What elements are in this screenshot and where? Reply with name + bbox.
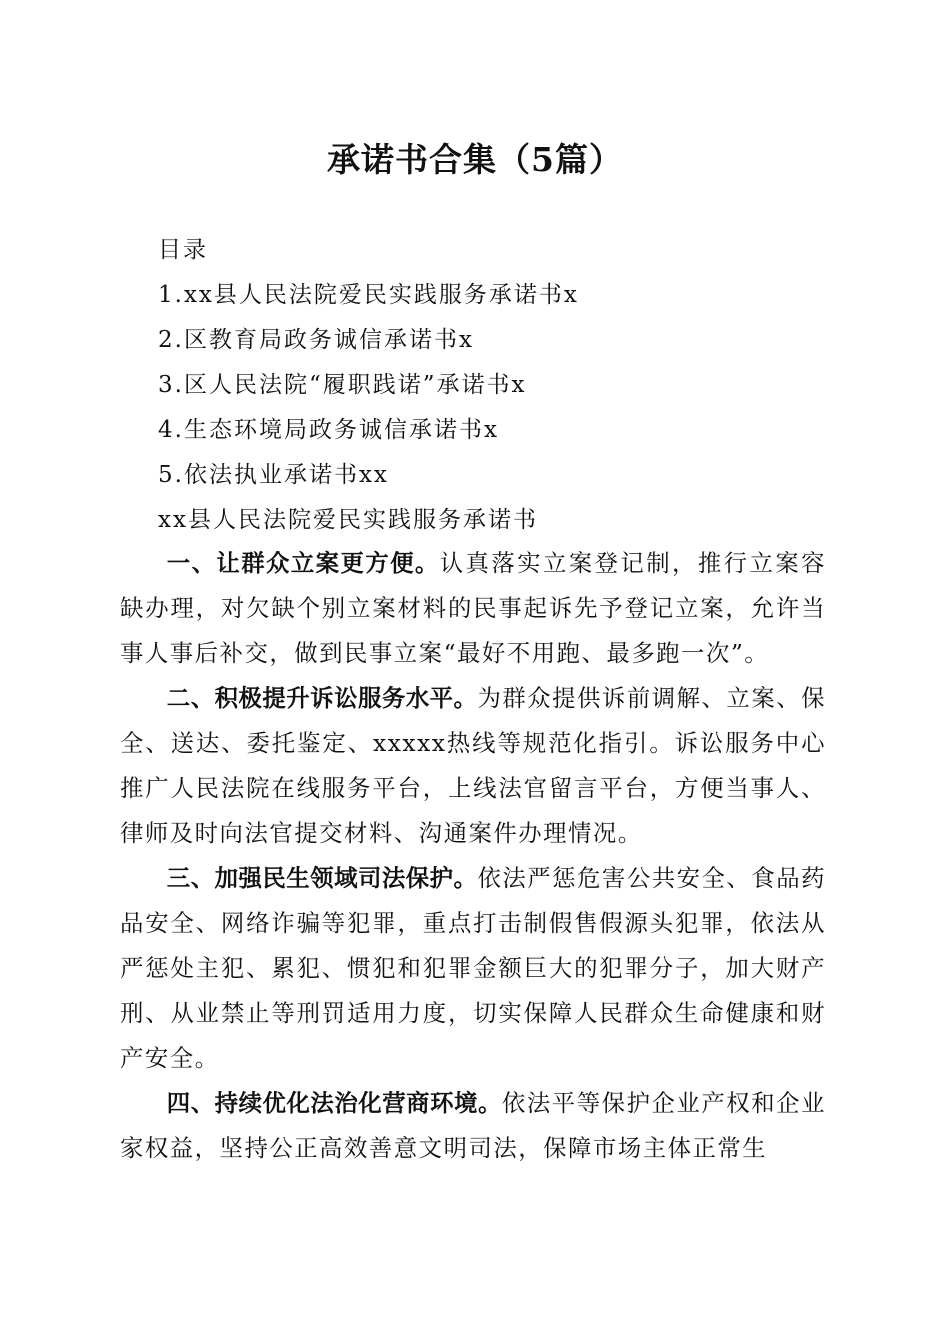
page-title: 承诺书合集（5篇） [327, 140, 623, 179]
paragraph-lead: 一、让群众立案更方便。 [166, 549, 440, 577]
toc-item-2: 2.区教育局政务诚信承诺书x [158, 327, 474, 353]
paragraph-1 [120, 541, 826, 676]
paragraph-lead: 四、持续优化法治化营商环境。 [166, 1089, 502, 1117]
paragraph-4 [120, 1081, 826, 1171]
table-of-contents [158, 228, 838, 543]
paragraph-text: 为群众提供诉前调解、立案、保全、送达、委托鉴定、xxxxx热线等规范化指引。诉讼服务中心推广人民法院在线服务平台，上线法官留言平台，方便当事人、律师及时向法官提交材料、沟通案件办理情况。 [120, 684, 826, 847]
toc-item-3: 3.区人民法院“履职践诺”承诺书x [158, 372, 527, 398]
toc-item-4: 4.生态环境局政务诚信承诺书x [158, 417, 499, 443]
paragraph-text: 认真落实立案登记制，推行立案容缺办理，对欠缺个别立案材料的民事起诉先予登记立案，允许当事人事后补交，做到民事立案“最好不用跑、最多跑一次”。 [120, 549, 826, 667]
paragraph-3 [120, 856, 826, 1081]
toc-item-1: 1.xx县人民法院爱民实践服务承诺书x [158, 282, 579, 308]
paragraph-2 [120, 676, 826, 856]
section-title: xx县人民法院爱民实践服务承诺书 [158, 507, 538, 533]
toc-heading: 目录 [158, 237, 208, 263]
toc-item-5: 5.依法执业承诺书xx [158, 462, 389, 488]
paragraph-text: 依法严惩危害公共安全、食品药品安全、网络诈骗等犯罪，重点打击制假售假源头犯罪，依法从严惩处主犯、累犯、惯犯和犯罪金额巨大的犯罪分子，加大财产刑、从业禁止等刑罚适用力度，切实保障人民群众生命健康和财产安全。 [120, 864, 826, 1072]
document-body [120, 541, 826, 1171]
paragraph-lead: 三、加强民生领域司法保护。 [166, 864, 478, 892]
paragraph-lead: 二、积极提升诉讼服务水平。 [166, 684, 478, 712]
paragraph-text: 依法平等保护企业产权和企业家权益，坚持公正高效善意文明司法，保障市场主体正常生 [120, 1089, 827, 1162]
